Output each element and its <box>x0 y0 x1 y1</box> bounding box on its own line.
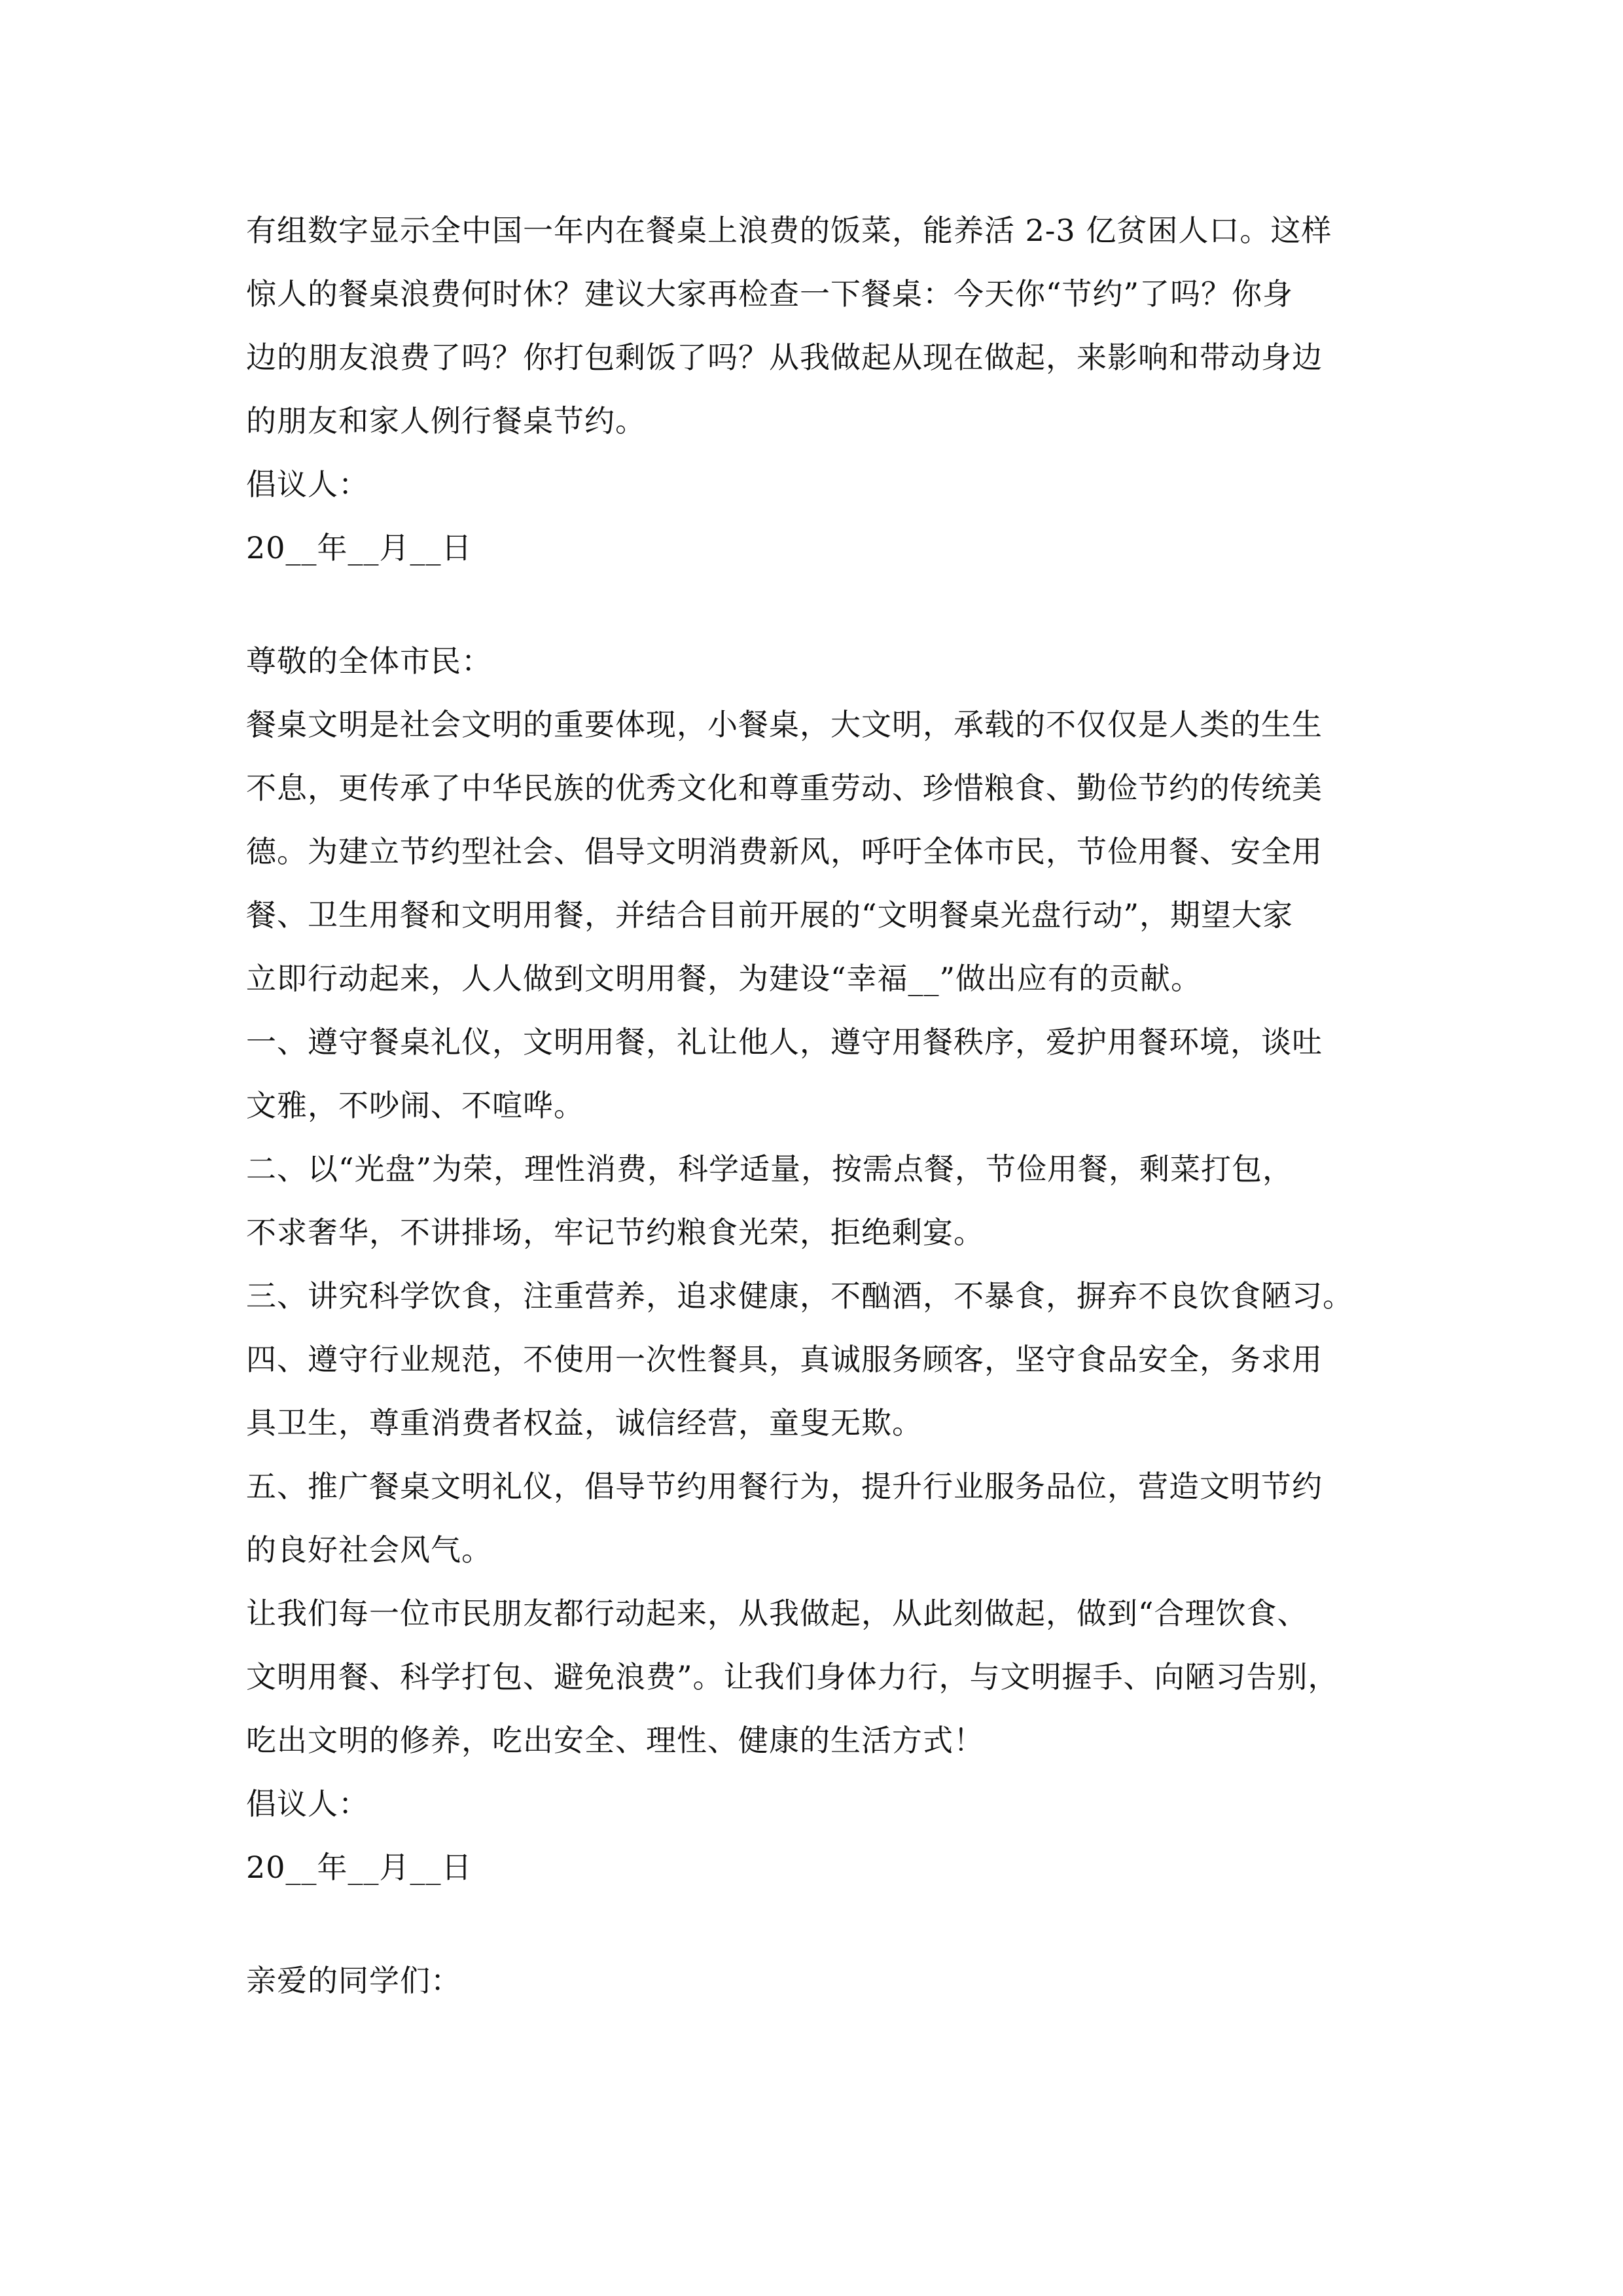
paragraph-line: 一、遵守餐桌礼仪，文明用餐，礼让他人，遵守用餐秩序，爱护用餐环境，谈吐 <box>246 1024 1323 1060</box>
signer-label: 倡议人： <box>246 467 369 502</box>
section-3 <box>246 1949 1391 2013</box>
paragraph-line: 立即行动起来，人人做到文明用餐，为建设“幸福__”做出应有的贡献。 <box>246 961 1202 996</box>
paragraph-line: 不求奢华，不讲排场，牢记节约粮食光荣，拒绝剩宴。 <box>246 1215 984 1250</box>
signer-label: 倡议人： <box>246 1786 369 1821</box>
date-line: 20__年__月__日 <box>246 530 473 565</box>
paragraph-line: 文雅，不吵闹、不喧哗。 <box>246 1088 584 1123</box>
paragraph-line: 有组数字显示全中国一年内在餐桌上浪费的饭菜，能养活 2-3 亿贫困人口。这样 <box>246 213 1332 248</box>
paragraph-line: 文明用餐、科学打包、避免浪费”。让我们身体力行，与文明握手、向陋习告别， <box>246 1659 1339 1695</box>
paragraph-line: 三、讲究科学饮食，注重营养，追求健康，不酗酒，不暴食，摒弃不良饮食陋习。 <box>246 1278 1353 1314</box>
paragraph-line: 二、以“光盘”为荣，理性消费，科学适量，按需点餐，节俭用餐，剩菜打包， <box>246 1151 1294 1187</box>
paragraph-line: 德。为建立节约型社会、倡导文明消费新风，呼吁全体市民，节俭用餐、安全用 <box>246 834 1323 869</box>
paragraph-line: 餐、卫生用餐和文明用餐，并结合目前开展的“文明餐桌光盘行动”，期望大家 <box>246 897 1294 933</box>
greeting: 亲爱的同学们： <box>246 1963 461 1998</box>
section-2 <box>246 630 1391 1899</box>
date-line: 20__年__月__日 <box>246 1850 473 1885</box>
paragraph-line: 的良好社会风气。 <box>246 1532 492 1568</box>
paragraph-line: 的朋友和家人例行餐桌节约。 <box>246 403 646 439</box>
paragraph-line: 吃出文明的修养，吃出安全、理性、健康的生活方式！ <box>246 1723 984 1758</box>
document-page <box>246 199 1391 2013</box>
section-1 <box>246 199 1391 580</box>
paragraph-line: 边的朋友浪费了吗？你打包剩饭了吗？从我做起从现在做起，来影响和带动身边 <box>246 340 1323 375</box>
paragraph-line: 四、遵守行业规范，不使用一次性餐具，真诚服务顾客，坚守食品安全，务求用 <box>246 1342 1323 1377</box>
greeting: 尊敬的全体市民： <box>246 643 492 679</box>
paragraph-line: 让我们每一位市民朋友都行动起来，从我做起，从此刻做起，做到“合理饮食、 <box>246 1596 1308 1631</box>
paragraph-line: 不息，更传承了中华民族的优秀文化和尊重劳动、珍惜粮食、勤俭节约的传统美 <box>246 770 1323 806</box>
paragraph-line: 惊人的餐桌浪费何时休？建议大家再检查一下餐桌：今天你“节约”了吗？你身 <box>246 276 1294 312</box>
paragraph-line: 具卫生，尊重消费者权益，诚信经营，童叟无欺。 <box>246 1405 923 1441</box>
paragraph-line: 五、推广餐桌文明礼仪，倡导节约用餐行为，提升行业服务品位，营造文明节约 <box>246 1469 1323 1504</box>
paragraph-line: 餐桌文明是社会文明的重要体现，小餐桌，大文明，承载的不仅仅是人类的生生 <box>246 707 1323 742</box>
